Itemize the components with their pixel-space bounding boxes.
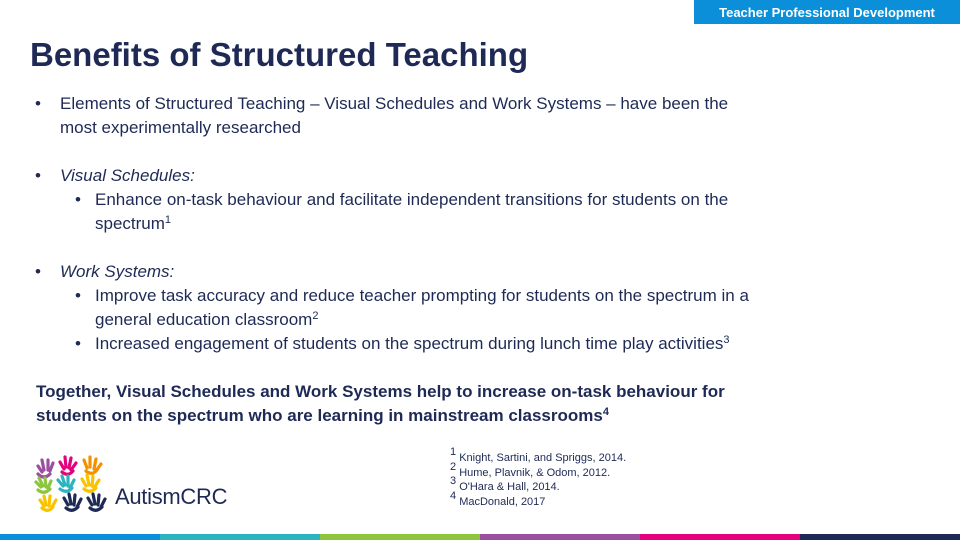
bullet-visual-schedules bbox=[35, 164, 195, 188]
reference-item: $^4$ MacDonald, 2017 bbox=[450, 489, 546, 508]
footnote-marker: 3 bbox=[723, 334, 730, 346]
bullet-dot: • bbox=[75, 190, 81, 209]
logo-text: AutismCRC bbox=[115, 484, 228, 509]
bullet-label: Visual Schedules: bbox=[60, 166, 195, 185]
color-bar-segment bbox=[160, 534, 320, 540]
reference-item: $^2$ Hume, Plavnik, & Odom, 2012. bbox=[450, 460, 611, 479]
footnote-marker: 4 bbox=[602, 406, 609, 418]
summary-line: Together, Visual Schedules and Work Systems help to increase on-task behaviour for bbox=[36, 382, 725, 401]
autismcrc-logo bbox=[30, 452, 250, 522]
color-bar-segment bbox=[480, 534, 640, 540]
bullet-dot: • bbox=[75, 286, 81, 305]
bullet-dot: • bbox=[75, 334, 81, 353]
footnote-marker: 2 bbox=[312, 310, 319, 322]
sub-bullet-text: Enhance on-task behaviour and facilitate independent transitions for students on the bbox=[95, 190, 729, 209]
sub-bullet-engagement bbox=[75, 332, 895, 356]
bullet-dot: • bbox=[35, 166, 41, 185]
sub-bullet-text: spectrum$^1$ bbox=[95, 214, 172, 233]
summary-statement bbox=[36, 380, 866, 428]
hands-logo-icon bbox=[30, 452, 112, 518]
color-bar-segment bbox=[320, 534, 480, 540]
page-title: Benefits of Structured Teaching bbox=[30, 36, 529, 73]
bullet-text: most experimentally researched bbox=[60, 118, 301, 137]
bullet-work-systems bbox=[35, 260, 174, 284]
sub-bullet-task-accuracy bbox=[75, 284, 895, 332]
header-tag: Teacher Professional Development bbox=[694, 0, 960, 24]
color-bar-segment bbox=[800, 534, 960, 540]
references bbox=[450, 446, 627, 509]
bullet-structured-teaching bbox=[35, 92, 875, 140]
summary-line: students on the spectrum who are learning in mainstream classrooms$^4$ bbox=[36, 406, 609, 425]
color-bar-segment bbox=[0, 534, 160, 540]
bullet-dot: • bbox=[35, 94, 41, 113]
sub-bullet-text: Improve task accuracy and reduce teacher prompting for students on the spectrum in a bbox=[95, 286, 749, 305]
sub-bullet-visual-schedules bbox=[75, 188, 875, 236]
color-bar-segment bbox=[640, 534, 800, 540]
reference-item: $^3$ O'Hara & Hall, 2014. bbox=[450, 475, 560, 493]
sub-bullet-text: Increased engagement of students on the spectrum during lunch time play activities$^3$ bbox=[95, 334, 730, 353]
footnote-marker: 1 bbox=[164, 214, 172, 226]
bottom-color-bar bbox=[0, 534, 960, 540]
sub-bullet-text: general education classroom$^2$ bbox=[95, 310, 319, 329]
bullet-text: Elements of Structured Teaching – Visual Schedules and Work Systems – have been the bbox=[60, 94, 729, 113]
reference-item: $^1$ Knight, Sartini, and Spriggs, 2014. bbox=[450, 446, 627, 464]
bullet-label: Work Systems: bbox=[60, 262, 175, 281]
bullet-dot: • bbox=[35, 262, 41, 281]
